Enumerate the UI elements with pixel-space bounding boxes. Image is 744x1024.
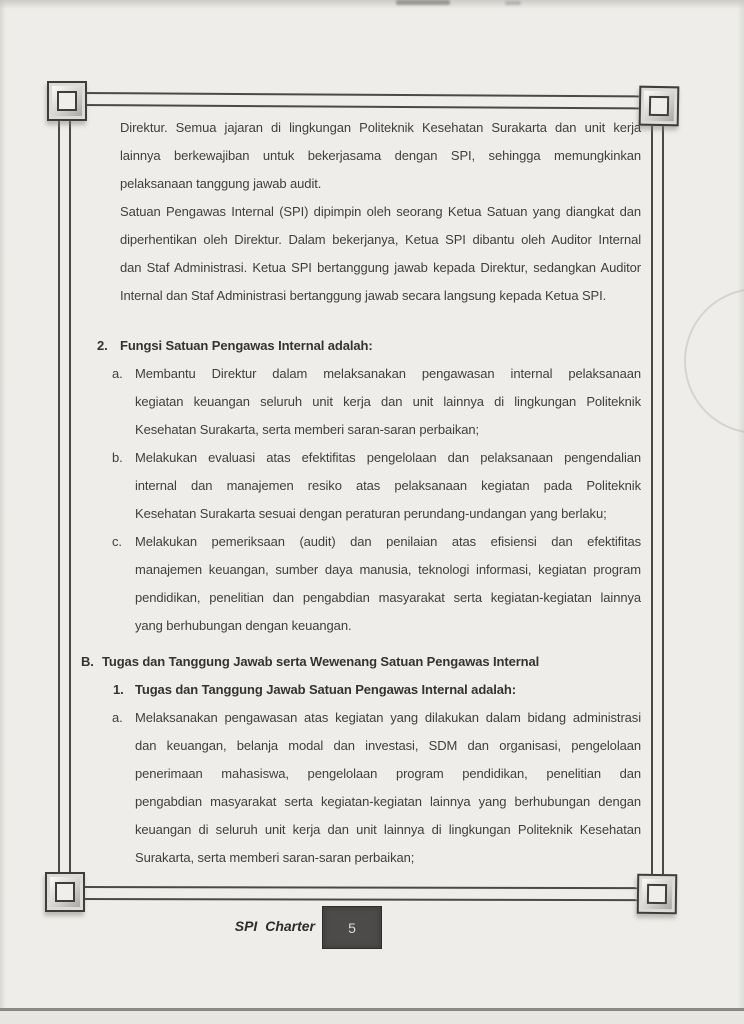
text-line: Kesehatan Surakarta sesuai dengan peraturan perundang-undangan yang berlaku; [135,506,607,521]
text-line: Melakukan evaluasi atas efektifitas pengelolaan dan pelaksanaan pengendalian [135,450,641,465]
text-line: keuangan di seluruh unit kerja dan unit lainnya di lingkungan Politeknik Kesehatan [135,822,641,837]
list-marker: 1. [113,682,124,697]
list-marker: a. [112,710,123,725]
list-marker: c. [112,534,122,549]
text-line: penerimaan mahasiswa, pengelolaan program pendidikan, penelitian dan [135,766,641,781]
text-line: Direktur. Semua jajaran di lingkungan Politeknik Kesehatan Surakarta dan unit kerja [120,120,641,135]
list-item-fungsi-c [112,528,641,640]
scan-artifact-smudge [396,0,450,5]
text-line: Melakukan pemeriksaan (audit) dan penilaian atas efisiensi dan efektifitas [135,534,641,549]
document-content [0,114,744,872]
text-line: pelaksanaan tanggung jawab audit. [120,176,322,191]
scan-artifact-top-shade [0,0,744,9]
text-line: internal dan manajemen resiko atas pelaksanaan kegiatan pada Politeknik [135,478,641,493]
text-line: Internal dan Staf Administrasi bertanggung jawab secara langsung kepada Ketua SPI. [120,288,607,303]
text-line: Satuan Pengawas Internal (SPI) dipimpin oleh seorang Ketua Satuan yang diangkat dan [120,204,641,219]
heading-tugas-1 [113,676,744,704]
paragraph-spi-leadership [120,198,641,310]
text-line: Melaksanakan pengawasan atas kegiatan yang dilakukan dalam bidang administrasi [135,710,641,725]
list-item-fungsi-b [112,444,641,528]
page-number-box [322,906,382,949]
page-number: 5 [348,919,356,936]
heading-fungsi-spi [97,332,744,360]
text-line: Kesehatan Surakarta, serta memberi saran-saran perbaikan; [135,422,480,437]
list-marker: B. [81,654,94,669]
text-line: lainnya berkewajiban untuk bekerjasama dengan SPI, sehingga memungkinkan [120,148,641,163]
text-line: manajemen keuangan, sumber daya manusia, teknologi informasi, kegiatan program [135,562,641,577]
list-item-fungsi-a [112,360,641,444]
heading-section-b [81,648,744,676]
text-line: dan Staf Administrasi. Ketua SPI bertanggung jawab kepada Direktur, sedangkan Auditor [120,260,641,275]
scan-artifact-page-edge [0,1008,744,1011]
text-line: diperhentikan oleh Direktur. Dalam bekerjanya, Ketua SPI dibantu oleh Auditor Internal [120,232,641,247]
heading-text: Fungsi Satuan Pengawas Internal adalah: [120,338,373,353]
scan-artifact-smudge [505,1,521,5]
text-line: Surakarta, serta memberi saran-saran perbaikan; [135,850,415,865]
list-marker: 2. [97,338,108,353]
frame-top-border [80,92,642,109]
list-marker: b. [112,450,123,465]
text-line: pendidikan, penelitian dan pengabdian masyarakat serta kegiatan-kegiatan lainnya [135,590,641,605]
list-marker: a. [112,366,123,381]
heading-text: Tugas dan Tanggung Jawab Satuan Pengawas Internal adalah: [135,682,516,697]
corner-ornament-bottom-left [45,872,85,912]
text-line: yang berhubungan dengan keuangan. [135,618,352,633]
footer-document-title: SPI Charter [234,918,315,934]
text-line: dan keuangan, belanja modal dan investasi, SDM dan organisasi, pengelolaan [135,738,641,753]
list-item-tugas-a [112,704,641,872]
paragraph-spi-cooperation [120,114,641,198]
text-line: pengabdian masyarakat serta kegiatan-kegiatan lainnya yang berhubungan dengan [135,794,641,809]
heading-text: Tugas dan Tanggung Jawab serta Wewenang Satuan Pengawas Internal [102,654,540,669]
corner-ornament-bottom-right [637,874,678,915]
frame-bottom-border [79,886,640,901]
scan-artifact-bottom-strip [0,1011,744,1024]
text-line: kegiatan keuangan seluruh unit kerja dan unit lainnya di lingkungan Politeknik [135,394,641,409]
text-line: Membantu Direktur dalam melaksanakan pengawasan internal pelaksanaan [135,366,641,381]
